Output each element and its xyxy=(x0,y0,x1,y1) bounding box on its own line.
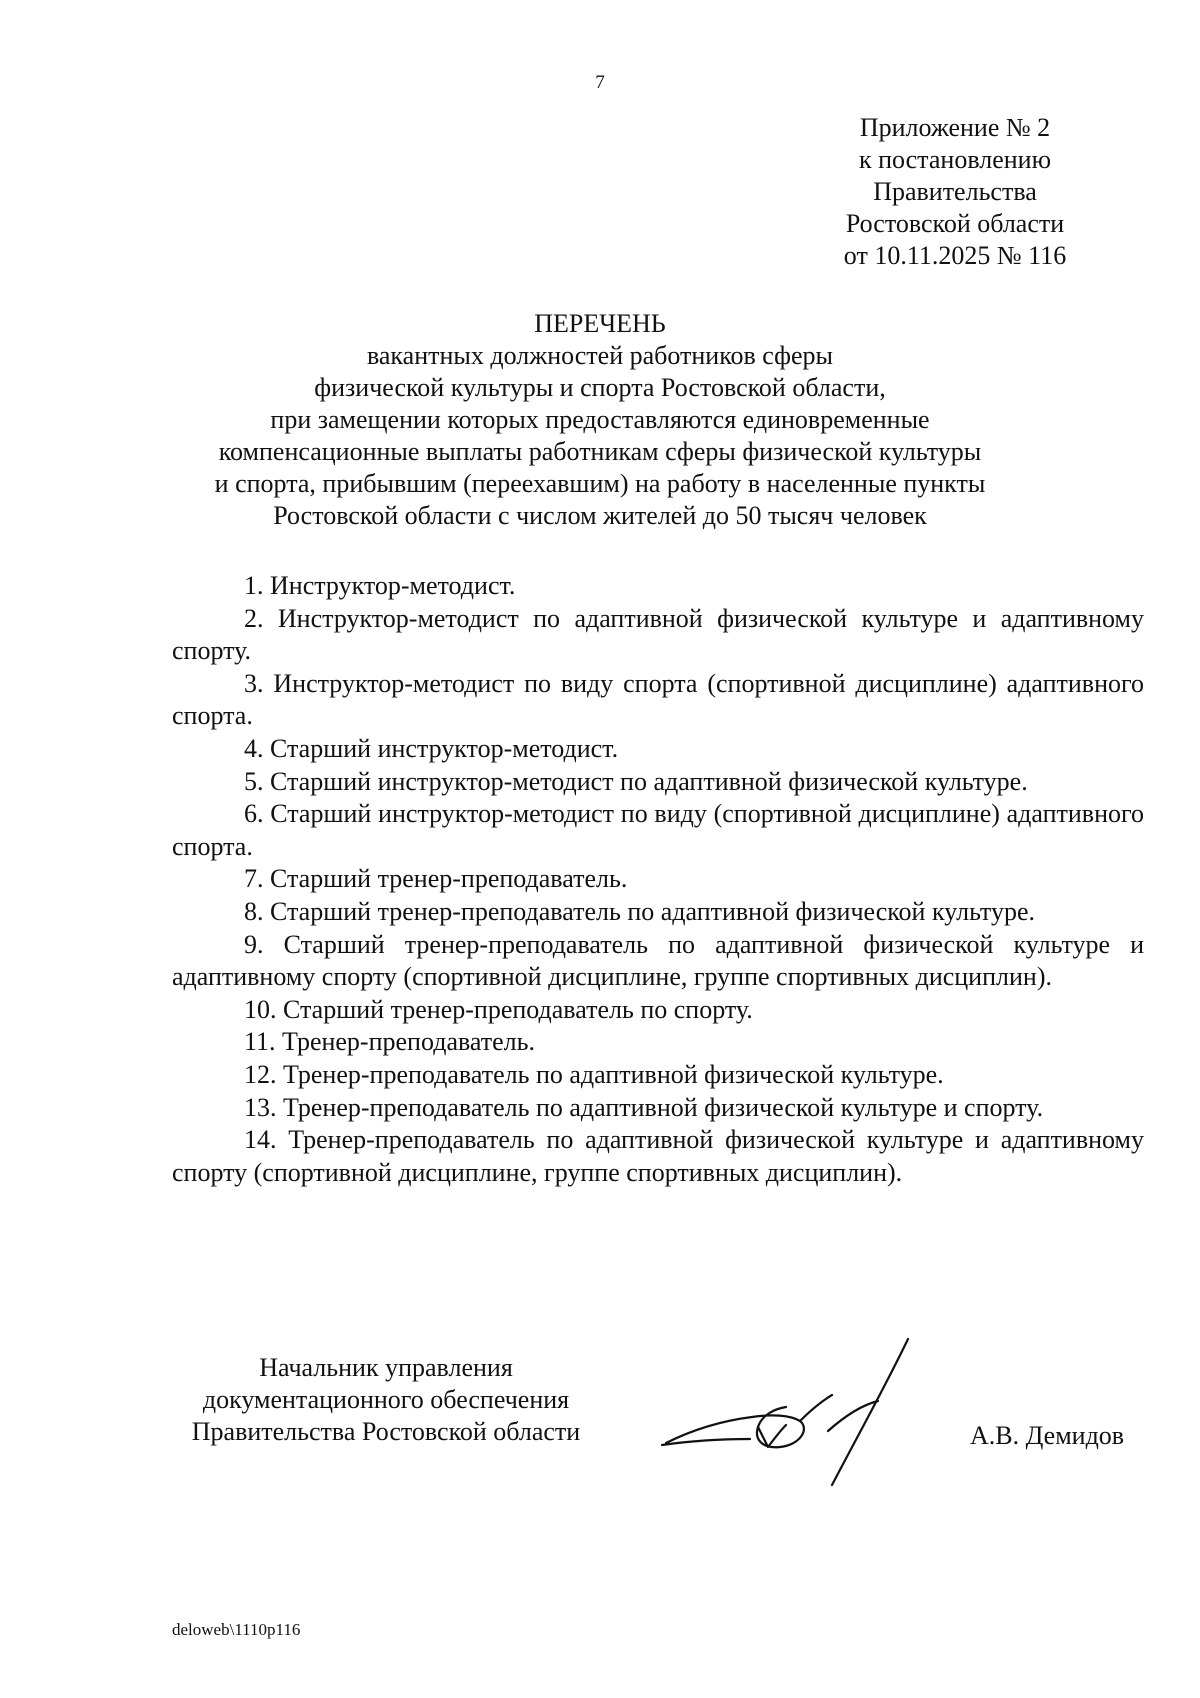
title-line: Ростовской области с числом жителей до 50 тысяч человек xyxy=(273,501,927,530)
item-number: 8. xyxy=(244,896,264,926)
signatory-title xyxy=(160,1352,612,1448)
item-text: Инструктор-методист. xyxy=(270,571,516,600)
handwritten-signature xyxy=(650,1335,930,1505)
signatory-line: Начальник управления xyxy=(259,1353,513,1382)
item-text: Тренер-преподаватель. xyxy=(282,1027,536,1057)
item-number: 11. xyxy=(244,1027,276,1057)
list-item xyxy=(172,929,1144,994)
list-item xyxy=(172,994,1144,1027)
item-text: Старший тренер-преподаватель. xyxy=(270,864,628,894)
document-title xyxy=(150,308,1050,532)
item-number: 12. xyxy=(244,1059,277,1089)
title-line: и спорта, прибывшим (переехавшим) на работу в населенные пункты xyxy=(214,469,986,498)
title-line: при замещении которых предоставляются единовременные xyxy=(270,405,930,434)
item-text: Тренер-преподаватель по адаптивной физической культуре и адаптивному спорту (спортивной дисциплине, группе спортивных дисциплин). xyxy=(172,1125,1144,1187)
item-text: Старший тренер-преподаватель по адаптивной физической культуре и адаптивному спорту (спортивной дисциплине, группе спортивных дисциплин). xyxy=(172,929,1144,992)
appendix-line: Ростовской области xyxy=(845,209,1065,238)
title-line: физической культуры и спорта Ростовской области, xyxy=(314,373,886,402)
item-number: 4. xyxy=(244,733,264,763)
item-number: 13. xyxy=(244,1092,277,1122)
positions-list xyxy=(172,570,1144,1189)
appendix-line: от 10.11.2025 № 116 xyxy=(843,241,1067,270)
item-number: 1. xyxy=(244,571,264,600)
appendix-line: к постановлению xyxy=(858,145,1052,174)
title-line: вакантных должностей работников сферы xyxy=(366,341,834,370)
item-number: 10. xyxy=(244,994,277,1024)
item-text: Старший тренер-преподаватель по спорту. xyxy=(283,994,753,1024)
appendix-note xyxy=(800,112,1110,272)
item-text: Тренер-преподаватель по адаптивной физической культуре и спорту. xyxy=(283,1092,1044,1122)
item-text: Инструктор-методист по адаптивной физической культуре и адаптивному спорту. xyxy=(172,603,1145,666)
item-text: Старший инструктор-методист по адаптивной физической культуре. xyxy=(270,766,1028,796)
list-item xyxy=(172,668,1144,733)
item-number: 2. xyxy=(244,603,264,633)
item-text: Старший инструктор-методист по виду (спортивной дисциплине) адаптивного спорта. xyxy=(172,799,1145,861)
item-text: Тренер-преподаватель по адаптивной физической культуре. xyxy=(283,1059,944,1089)
item-number: 5. xyxy=(244,766,264,796)
title-heading: ПЕРЕЧЕНЬ xyxy=(534,309,666,338)
list-item xyxy=(172,570,1144,603)
signatory-line: Правительства Ростовской области xyxy=(191,1417,581,1446)
signer-name: А.В. Демидов xyxy=(970,1421,1125,1450)
document-code: deloweb\1110p116 xyxy=(172,1620,301,1639)
appendix-line: Приложение № 2 xyxy=(859,113,1051,142)
item-text: Старший инструктор-методист. xyxy=(270,733,619,763)
item-text: Инструктор-методист по виду спорта (спортивной дисциплине) адаптивного спорта. xyxy=(172,668,1145,731)
list-item xyxy=(172,1124,1144,1189)
item-number: 3. xyxy=(244,668,264,698)
list-item xyxy=(172,896,1144,929)
list-item xyxy=(172,1092,1144,1125)
page-number: 7 xyxy=(595,72,605,93)
item-number: 9. xyxy=(244,929,264,959)
title-line: компенсационные выплаты работникам сферы физической культуры xyxy=(218,437,982,466)
list-item xyxy=(172,1026,1144,1059)
appendix-line: Правительства xyxy=(873,177,1037,206)
list-item xyxy=(172,863,1144,896)
list-item xyxy=(172,733,1144,766)
list-item xyxy=(172,798,1144,863)
item-text: Старший тренер-преподаватель по адаптивной физической культуре. xyxy=(270,896,1035,926)
list-item xyxy=(172,603,1144,668)
signatory-line: документационного обеспечения xyxy=(202,1385,570,1414)
item-number: 14. xyxy=(244,1125,277,1155)
list-item xyxy=(172,1059,1144,1092)
item-number: 6. xyxy=(244,799,264,829)
item-number: 7. xyxy=(244,864,264,894)
list-item xyxy=(172,766,1144,799)
